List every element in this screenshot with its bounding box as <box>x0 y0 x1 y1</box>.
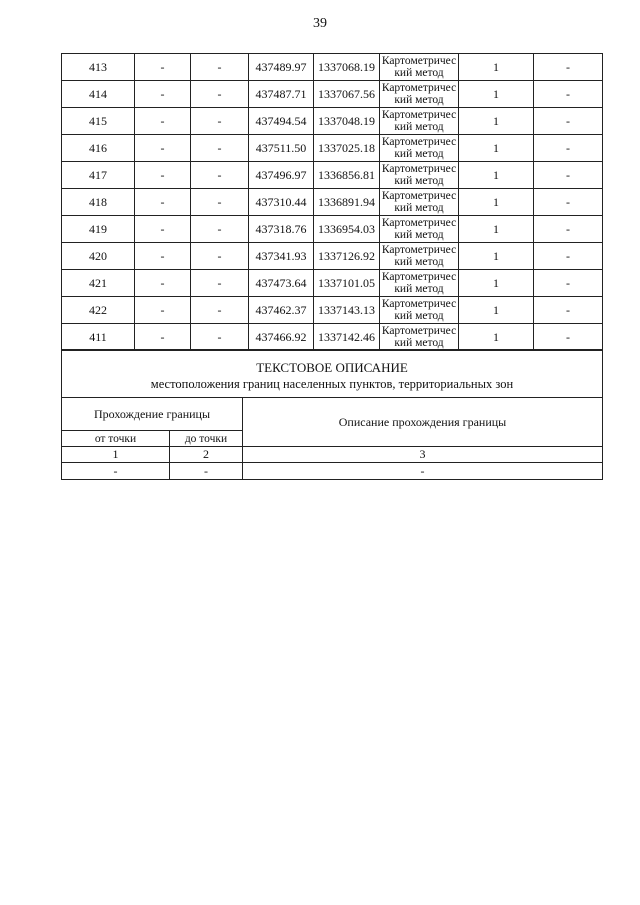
table-row <box>62 270 603 297</box>
dash-cell: - <box>191 54 249 81</box>
table-row <box>62 81 603 108</box>
value-cell: 1 <box>459 216 534 243</box>
x-coordinate-cell: 437487.71 <box>249 81 314 108</box>
dash-cell: - <box>191 108 249 135</box>
to-point-cell: - <box>170 463 243 480</box>
dash-cell: - <box>191 81 249 108</box>
x-coordinate-cell: 437496.97 <box>249 162 314 189</box>
point-number-cell: 419 <box>62 216 135 243</box>
dash-cell: - <box>135 243 191 270</box>
table-row <box>62 189 603 216</box>
y-coordinate-cell: 1337068.19 <box>314 54 380 81</box>
column-number: 1 <box>62 447 170 463</box>
table-row <box>62 324 603 351</box>
description-header: Описание прохождения границы <box>243 398 603 447</box>
method-cell: Картометрический метод <box>380 54 459 81</box>
dash-cell: - <box>191 270 249 297</box>
x-coordinate-cell: 437318.76 <box>249 216 314 243</box>
y-coordinate-cell: 1336891.94 <box>314 189 380 216</box>
point-number-cell: 421 <box>62 270 135 297</box>
dash-cell: - <box>135 189 191 216</box>
dash-cell: - <box>135 135 191 162</box>
dash-cell: - <box>191 216 249 243</box>
table-row <box>62 243 603 270</box>
table-row <box>62 54 603 81</box>
column-number: 2 <box>170 447 243 463</box>
value-cell: 1 <box>459 162 534 189</box>
value-cell: 1 <box>459 135 534 162</box>
method-cell: Картометрический метод <box>380 243 459 270</box>
value-cell: 1 <box>459 243 534 270</box>
y-coordinate-cell: 1337126.92 <box>314 243 380 270</box>
table-row <box>62 135 603 162</box>
x-coordinate-cell: 437494.54 <box>249 108 314 135</box>
to-point-header: до точки <box>170 431 243 447</box>
dash-cell: - <box>191 162 249 189</box>
from-point-cell: - <box>62 463 170 480</box>
table-row <box>62 162 603 189</box>
dash-cell: - <box>135 108 191 135</box>
dash-cell: - <box>534 324 603 351</box>
x-coordinate-cell: 437462.37 <box>249 297 314 324</box>
boundary-passage-header: Прохождение границы <box>62 398 243 431</box>
table-row <box>62 108 603 135</box>
x-coordinate-cell: 437511.50 <box>249 135 314 162</box>
method-cell: Картометрический метод <box>380 270 459 297</box>
method-cell: Картометрический метод <box>380 324 459 351</box>
value-cell: 1 <box>459 108 534 135</box>
value-cell: 1 <box>459 297 534 324</box>
dash-cell: - <box>534 81 603 108</box>
dash-cell: - <box>191 135 249 162</box>
y-coordinate-cell: 1336954.03 <box>314 216 380 243</box>
description-cell: - <box>243 463 603 480</box>
dash-cell: - <box>534 270 603 297</box>
value-cell: 1 <box>459 54 534 81</box>
point-number-cell: 416 <box>62 135 135 162</box>
text-description-table <box>61 349 603 480</box>
dash-cell: - <box>135 162 191 189</box>
dash-cell: - <box>135 54 191 81</box>
table-row <box>62 297 603 324</box>
point-number-cell: 414 <box>62 81 135 108</box>
dash-cell: - <box>191 297 249 324</box>
text-description-title: ТЕКСТОВОЕ ОПИСАНИЕ <box>256 359 408 375</box>
dash-cell: - <box>135 81 191 108</box>
description-row <box>62 463 603 480</box>
column-numbers-row <box>62 447 603 463</box>
boundary-points-table <box>61 53 603 351</box>
dash-cell: - <box>534 297 603 324</box>
dash-cell: - <box>191 324 249 351</box>
dash-cell: - <box>135 216 191 243</box>
value-cell: 1 <box>459 81 534 108</box>
method-cell: Картометрический метод <box>380 135 459 162</box>
value-cell: 1 <box>459 324 534 351</box>
point-number-cell: 411 <box>62 324 135 351</box>
y-coordinate-cell: 1337143.13 <box>314 297 380 324</box>
point-number-cell: 415 <box>62 108 135 135</box>
y-coordinate-cell: 1337067.56 <box>314 81 380 108</box>
y-coordinate-cell: 1337142.46 <box>314 324 380 351</box>
dash-cell: - <box>534 162 603 189</box>
page-number: 39 <box>313 16 327 31</box>
method-cell: Картометрический метод <box>380 162 459 189</box>
dash-cell: - <box>191 243 249 270</box>
value-cell: 1 <box>459 189 534 216</box>
method-cell: Картометрический метод <box>380 216 459 243</box>
dash-cell: - <box>534 108 603 135</box>
column-number: 3 <box>243 447 603 463</box>
point-number-cell: 420 <box>62 243 135 270</box>
point-number-cell: 417 <box>62 162 135 189</box>
dash-cell: - <box>135 324 191 351</box>
method-cell: Картометрический метод <box>380 297 459 324</box>
x-coordinate-cell: 437310.44 <box>249 189 314 216</box>
dash-cell: - <box>534 189 603 216</box>
y-coordinate-cell: 1336856.81 <box>314 162 380 189</box>
text-description-heading <box>62 350 603 398</box>
method-cell: Картометрический метод <box>380 189 459 216</box>
x-coordinate-cell: 437341.93 <box>249 243 314 270</box>
method-cell: Картометрический метод <box>380 108 459 135</box>
point-number-cell: 418 <box>62 189 135 216</box>
y-coordinate-cell: 1337025.18 <box>314 135 380 162</box>
method-cell: Картометрический метод <box>380 81 459 108</box>
y-coordinate-cell: 1337048.19 <box>314 108 380 135</box>
dash-cell: - <box>191 189 249 216</box>
value-cell: 1 <box>459 270 534 297</box>
y-coordinate-cell: 1337101.05 <box>314 270 380 297</box>
dash-cell: - <box>534 135 603 162</box>
dash-cell: - <box>534 54 603 81</box>
x-coordinate-cell: 437473.64 <box>249 270 314 297</box>
dash-cell: - <box>135 297 191 324</box>
x-coordinate-cell: 437466.92 <box>249 324 314 351</box>
table-row <box>62 216 603 243</box>
point-number-cell: 422 <box>62 297 135 324</box>
dash-cell: - <box>534 216 603 243</box>
x-coordinate-cell: 437489.97 <box>249 54 314 81</box>
dash-cell: - <box>135 270 191 297</box>
from-point-header: от точки <box>62 431 170 447</box>
text-description-subtitle: местоположения границ населенных пунктов, территориальных зон <box>150 376 514 391</box>
dash-cell: - <box>534 243 603 270</box>
point-number-cell: 413 <box>62 54 135 81</box>
